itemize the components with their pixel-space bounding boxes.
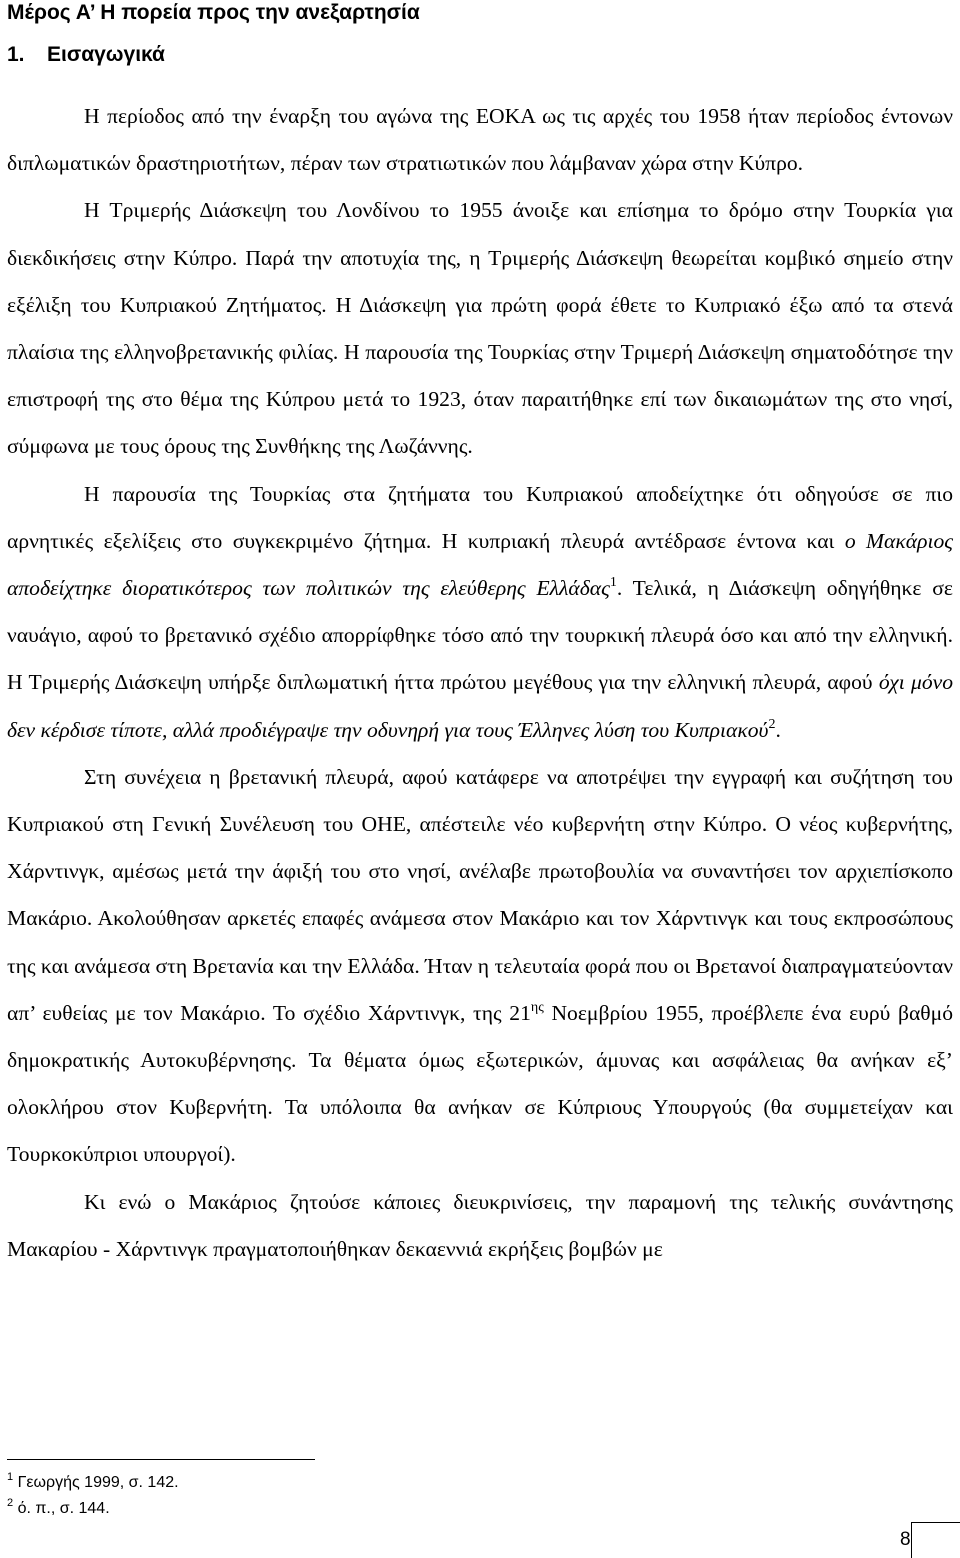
footnote-text: Γεωργής 1999, σ. 142. (13, 1474, 179, 1491)
body-text (7, 93, 953, 1273)
paragraph-4-text-b: Νοεμβρίου 1955, προέβλεπε ένα ευρύ βαθμό δημοκρατικής Αυτοκυβέρνησης. Τα θέματα όμως εξωτερικών, άμυνας και ασφάλειας θα ανήκαν εξ’ ολοκλήρου στον Κυβερνήτη. Τα υπόλοιπα θα ανήκαν σε Κύπριους Υπουργούς (θα συμμετείχαν και Τουρκοκύπριοι υπουργοί). (7, 1000, 953, 1167)
ordinal-suffix: ης (530, 999, 544, 1015)
page-number: 8 (900, 1529, 911, 1550)
footnote-separator (7, 1459, 315, 1460)
section-heading (7, 42, 165, 68)
section-title: Εισαγωγικά (47, 43, 165, 66)
footnote-mark: 2 (7, 1497, 14, 1509)
part-title: Μέρος Α’ Η πορεία προς την ανεξαρτησία (7, 1, 420, 24)
paragraph-3-text-a: Η παρουσία της Τουρκίας στα ζητήματα του Κυπριακού αποδείχτηκε ότι οδηγούσε σε πιο αρνητικές εξελίξεις στο συγκεκριμένο ζήτημα. Η κυπριακή πλευρά αντέδρασε έντονα και (7, 481, 953, 553)
footnote-ref-2[interactable]: 2 (768, 716, 776, 732)
footnote-mark: 1 (7, 1471, 14, 1483)
paragraph-4-text-a: Στη συνέχεια η βρετανική πλευρά, αφού κατάφερε να αποτρέψει την εγγραφή και συζήτηση του Κυπριακού στη Γενική Συνέλευση του ΟΗΕ, απέστειλε νέο κυβερνήτη στην Κύπρο. Ο νέος κυβερνήτης, Χάρντινγκ, αμέσως μετά την άφιξή του στο νησί, ανέλαβε πρωτοβουλία να συναντήσει τον αρχιεπίσκοπο Μακάριο. Ακολούθησαν αρκετές επαφές ανάμεσα στον Μακάριο και τον Χάρντινγκ και τους εκπροσώπους της και ανάμεσα στη Βρετανία και την Ελλάδα. Ήταν η τελευταία φορά που οι Βρετανοί διαπραγματεύονταν απ’ ευθείας με τον Μακάριο. Το σχέδιο Χάρντινγκ, της 21 (7, 764, 953, 1025)
paragraph-3-text-c: . (775, 717, 781, 742)
paragraph-3 (7, 471, 953, 754)
paragraph-3-quote-2: όχι μόνο δεν κέρδισε τίποτε, αλλά προδιέγραψε την οδυνηρή για τους Έλληνες λύση του Κυπριακού (7, 670, 953, 742)
paragraph-3-quote-1: ο Μακάριος αποδείχτηκε διορατικότερος των πολιτικών της ελεύθερης Ελλάδας (7, 528, 954, 601)
section-number: 1. (7, 43, 25, 66)
footnotes (7, 1470, 179, 1522)
footnote-ref-1[interactable]: 1 (609, 575, 617, 591)
footnote-2 (7, 1496, 179, 1522)
footnote-text: ό. π., σ. 144. (13, 1500, 110, 1517)
paragraph-1: Η περίοδος από την έναρξη του αγώνα της ΕΟΚΑ ως τις αρχές του 1958 ήταν περίοδος έντονων διπλωματικών δραστηριοτήτων, πέραν των στρατιωτικών που λάμβαναν χώρα στην Κύπρο. (7, 104, 953, 176)
paragraph-2: Η Τριμερής Διάσκεψη του Λονδίνου το 1955 άνοιξε και επίσημα το δρόμο στην Τουρκία για διεκδικήσεις στην Κύπρο. Παρά την αποτυχία της, η Τριμερής Διάσκεψη θεωρείται κομβικό σημείο στην εξέλιξη του Κυπριακού Ζητήματος. Η Διάσκεψη για πρώτη φορά έθετε το Κυπριακό έξω από τα στενά πλαίσια της ελληνοβρετανικής φιλίας. Η παρουσία της Τουρκίας στην Τριμερή Διάσκεψη σηματοδότησε την επιστροφή της στο θέμα της Κύπρου μετά το 1923, όταν παραιτήθηκε επί των δικαιωμάτων της στο νησί, σύμφωνα με τους όρους της Συνθήκης της Λωζάννης. (7, 198, 953, 459)
paragraph-4 (7, 754, 953, 1179)
paragraph-5: Κι ενώ ο Μακάριος ζητούσε κάποιες διευκρινίσεις, την παραμονή της τελικής συνάντησης Μακαρίου - Χάρντινγκ πραγματοποιήθηκαν δεκαεννιά εκρήξεις βομβών με (7, 1189, 953, 1261)
paragraph-3-text-b: . Τελικά, η Διάσκεψη οδηγήθηκε σε ναυάγιο, αφού το βρετανικό σχέδιο απορρίφθηκε τόσο από την τουρκική πλευρά όσο και από την ελληνική. Η Τριμερής Διάσκεψη υπήρξε διπλωματική ήττα πρώτου μεγέθους για την ελληνική πλευρά, αφού (7, 576, 954, 695)
page-number-frame (911, 1522, 960, 1558)
footnote-1 (7, 1470, 179, 1496)
